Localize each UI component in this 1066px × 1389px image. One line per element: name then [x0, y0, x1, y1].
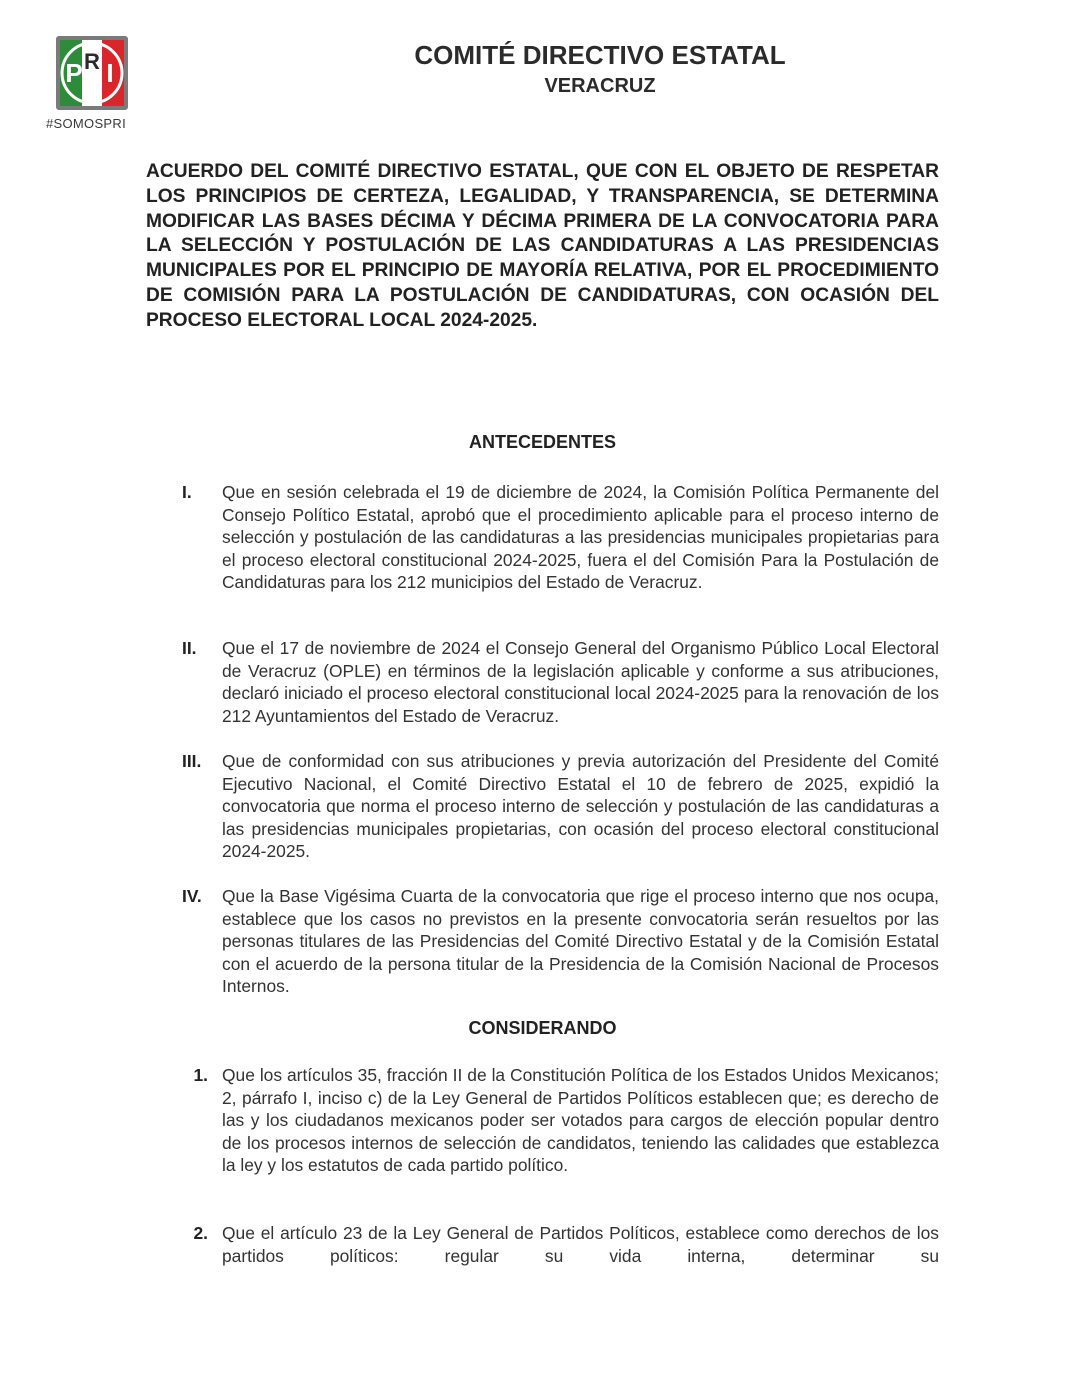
antecedente-number: III. — [182, 751, 202, 771]
svg-text:I: I — [106, 58, 114, 88]
considerando-heading: CONSIDERANDO — [468, 1018, 617, 1038]
considerando-number: 1. — [193, 1065, 208, 1085]
considerando-number: 2. — [193, 1223, 208, 1243]
considerando-text: Que los artículos 35, fracción II de la Constitución Política de los Estados Unidos Mexicanos; 2, párrafo I, inciso c) de la Ley General de Partidos Políticos establecen que; es derecho de las y los ciudadanos mexicanos poder ser votados para cargos de elección popular dentro de los procesos internos de selección de candidatos, teniendo las calidades que establezca la ley y los estatutos de cada partido político. — [222, 1065, 939, 1176]
antecedentes-heading: ANTECEDENTES — [468, 432, 616, 452]
antecedente-text: Que el 17 de noviembre de 2024 el Consejo General del Organismo Público Local Electoral de Veracruz (OPLE) en términos de la legislación aplicable y conforme a sus atribuciones, declaró iniciado el proceso electoral constitucional local 2024-2025 para la renovación de los 212 Ayuntamientos del Estado de Veracruz. — [222, 638, 939, 726]
svg-text:P: P — [65, 58, 83, 88]
pri-emblem-icon — [56, 36, 128, 110]
svg-text:R: R — [84, 49, 100, 74]
antecedente-text: Que de conformidad con sus atribuciones y previa autorización del Presidente del Comité Ejecutivo Nacional, el Comité Directivo Estatal el 10 de febrero de 2025, expidió la convocatoria que norma el proceso interno de selección y postulación de las candidaturas a las presidencias municipales propietarias, con ocasión del proceso electoral constitucional 2024-2025. — [222, 751, 939, 862]
pri-logo — [46, 36, 138, 136]
agreement-title: ACUERDO DEL COMITÉ DIRECTIVO ESTATAL, QUE CON EL OBJETO DE RESPETAR LOS PRINCIPIOS DE CERTEZA, LEGALIDAD, Y TRANSPARENCIA, SE DETERMINA MODIFICAR LAS BASES DÉCIMA Y DÉCIMA PRIMERA DE LA CONVOCATORIA PARA LA SELECCIÓN Y POSTULACIÓN DE LAS CANDIDATURAS A LAS PRESIDENCIAS MUNICIPALES POR EL PRINCIPIO DE MAYORÍA RELATIVA, POR EL PROCEDIMIENTO DE COMISIÓN PARA LA POSTULACIÓN DE CANDIDATURAS, CON OCASIÓN DEL PROCESO ELECTORAL LOCAL 2024-2025. — [146, 161, 939, 331]
antecedente-number: II. — [182, 638, 197, 658]
antecedente-number: I. — [182, 482, 192, 502]
hashtag-label: #SOMOSPRI — [46, 116, 126, 131]
antecedente-number: IV. — [182, 886, 202, 906]
page-subtitle: VERACRUZ — [544, 75, 656, 97]
antecedente-text: Que la Base Vigésima Cuarta de la convocatoria que rige el proceso interno que nos ocupa, establece que los casos no previstos en la presente convocatoria serán resueltos por las personas titulares de las Presidencias del Comité Directivo Estatal y de la Comisión Estatal con el acuerdo de la persona titular de la Presidencia de la Comisión Nacional de Procesos Internos. — [222, 886, 939, 997]
page-title: COMITÉ DIRECTIVO ESTATAL — [414, 40, 786, 70]
considerando-text: Que el artículo 23 de la Ley General de Partidos Políticos, establece como derechos de los partidos políticos: regular su vida interna, determinar su — [222, 1223, 939, 1266]
antecedente-text: Que en sesión celebrada el 19 de diciembre de 2024, la Comisión Política Permanente del Consejo Político Estatal, aprobó que el procedimiento aplicable para el proceso interno de selección y postulación de las candidaturas a las presidencias municipales propietarias para el proceso electoral constitucional 2024-2025, fuera el del Comisión Para la Postulación de Candidaturas para los 212 municipios del Estado de Veracruz. — [222, 482, 939, 593]
